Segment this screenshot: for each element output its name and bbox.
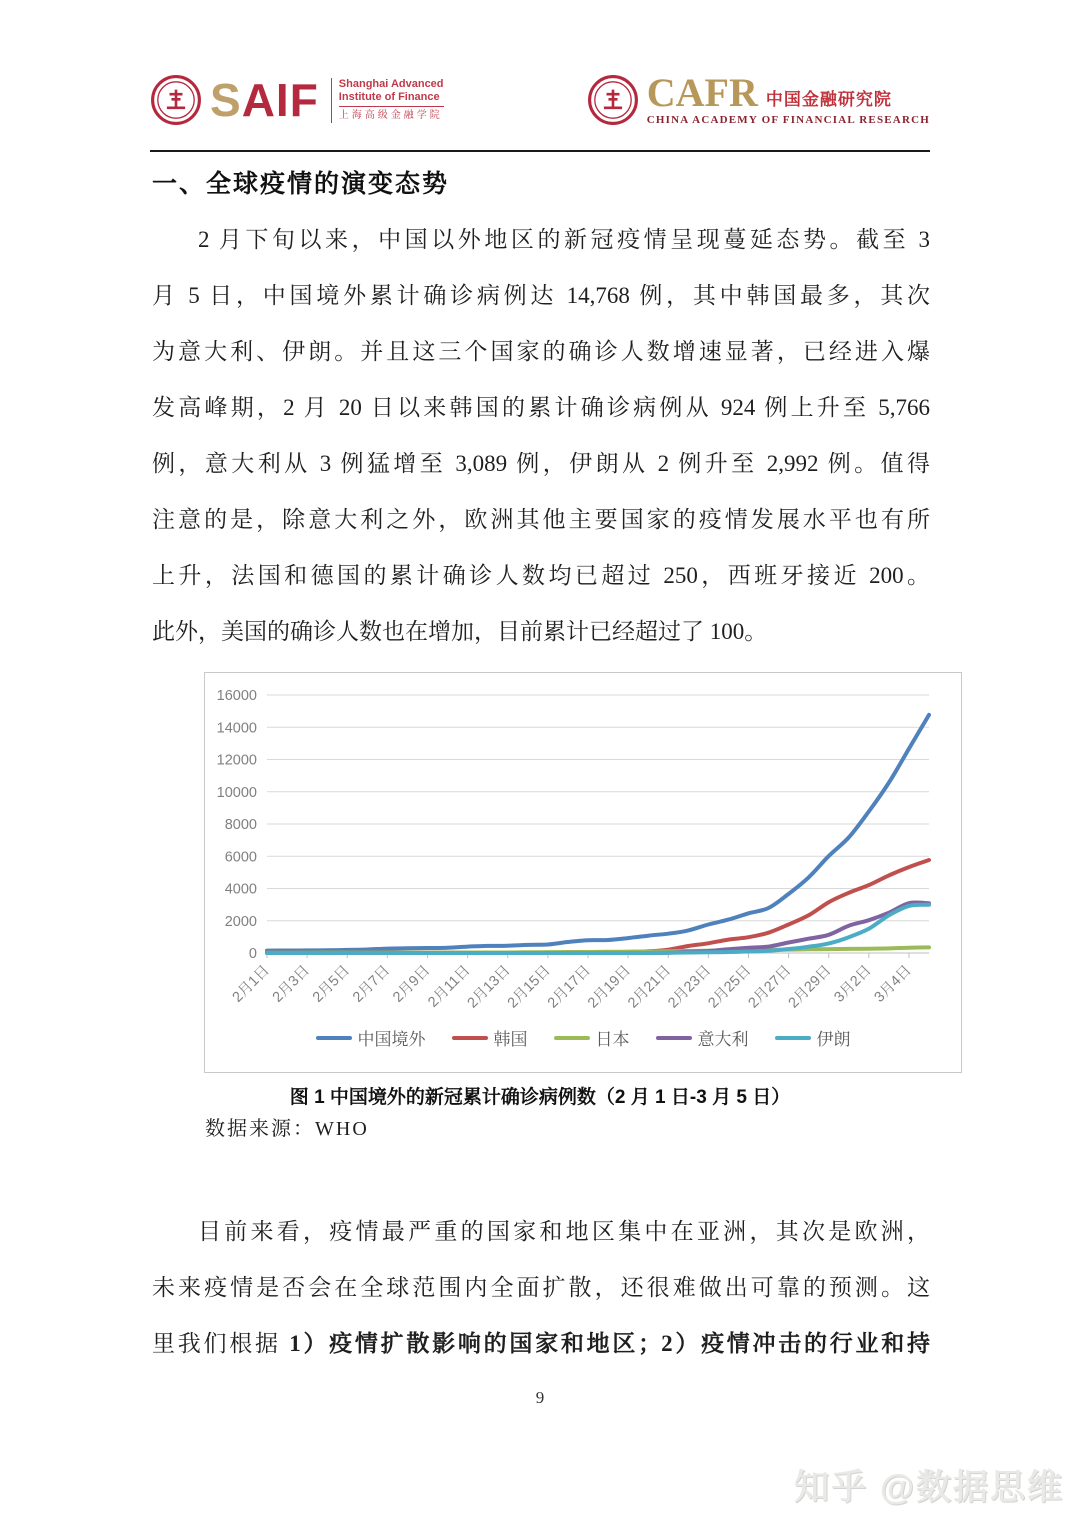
figure-source: 数据来源：WHO (205, 1118, 369, 1140)
legend-line-swatch (775, 1036, 811, 1040)
cafr-seal-icon (587, 74, 639, 126)
saif-en-line1: Shanghai Advanced (338, 77, 444, 90)
y-axis-tick-label: 8000 (224, 817, 257, 833)
legend-item-日本 (554, 1025, 630, 1050)
legend-line-swatch (316, 1036, 352, 1040)
paragraph-line: 为意大利、伊朗。并且这三个国家的确诊人数增速显著，已经进入爆 (152, 339, 930, 364)
y-axis-tick-label: 16000 (216, 688, 257, 704)
chart-legend (205, 1025, 961, 1050)
x-axis-tick-label: 2月9日 (390, 962, 434, 1006)
legend-line-swatch (452, 1036, 488, 1040)
saif-logo (150, 74, 444, 126)
paragraph-line: 2 月下旬以来，中国以外地区的新冠疫情呈现蔓延态势。截至 3 (198, 227, 930, 252)
paragraph-line: 目前来看，疫情最严重的国家和地区集中在亚洲，其次是欧洲， (198, 1219, 930, 1244)
cafr-cn-name: 中国金融研究院 (765, 90, 892, 109)
page-number: 9 (535, 1388, 545, 1407)
x-axis-tick-label: 2月13日 (464, 962, 514, 1012)
legend-item-意大利 (656, 1025, 749, 1050)
line-chart-svg (205, 679, 961, 1023)
x-axis-tick-label: 2月23日 (665, 962, 715, 1012)
legend-item-伊朗 (775, 1025, 851, 1050)
x-axis-tick-label: 3月2日 (831, 962, 875, 1006)
paragraph-line (152, 1316, 930, 1372)
y-axis-tick-label: 12000 (216, 752, 257, 769)
x-axis-tick-label: 2月19日 (584, 962, 634, 1012)
legend-item-韩国 (452, 1025, 528, 1050)
y-axis-tick-label: 14000 (216, 720, 257, 737)
saif-cn-name: 上海高级金融学院 (339, 106, 444, 123)
paragraph-line: 未来疫情是否会在全球范围内全面扩散，还很难做出可靠的预测。这 (152, 1275, 930, 1300)
paragraph-text-bold: 1）疫情扩散影响的国家和地区；2）疫情冲击的行业和持 (289, 1331, 931, 1356)
x-axis-tick-label: 2月7日 (349, 962, 394, 1006)
x-axis-tick-label: 2月11日 (425, 962, 474, 1011)
x-axis-tick-label: 2月5日 (309, 962, 354, 1006)
saif-seal-icon (150, 74, 202, 126)
saif-acronym: SAIF (210, 74, 319, 126)
paragraph-line: 注意的是，除意大利之外，欧洲其他主要国家的疫情发展水平也有所 (152, 507, 930, 532)
series-line-中国境外 (267, 715, 929, 951)
x-axis-tick-label: 2月1日 (229, 962, 273, 1006)
legend-label: 意大利 (697, 1030, 749, 1049)
x-axis-tick-label: 3月4日 (871, 962, 915, 1006)
paragraph-line: 上升，法国和德国的累计确诊人数均已超过 250，西班牙接近 200。 (152, 563, 930, 588)
cafr-en-name: CHINA ACADEMY OF FINANCIAL RESEARCH (646, 114, 930, 126)
x-axis-tick-label: 2月3日 (269, 962, 313, 1006)
paragraph-line: 发高峰期，2 月 20 日以来韩国的累计确诊病例从 924 例上升至 5,766 (152, 395, 930, 420)
paragraph-line: 例，意大利从 3 例猛增至 3,089 例，伊朗从 2 例升至 2,992 例。值得 (152, 451, 930, 476)
paragraph-1 (152, 212, 930, 660)
x-axis-tick-label: 2月25日 (705, 962, 755, 1012)
series-line-意大利 (267, 902, 929, 953)
cafr-acronym: CAFR (646, 70, 758, 115)
watermark: 知乎 @数据思维 (794, 1468, 1064, 1507)
paragraph-text: 里我们根据 (152, 1331, 290, 1356)
series-line-伊朗 (267, 905, 929, 953)
y-axis-tick-label: 4000 (224, 881, 257, 898)
paragraph-2 (152, 1204, 930, 1372)
x-axis-tick-label: 2月17日 (544, 962, 594, 1012)
x-axis-tick-label: 2月29日 (785, 962, 835, 1012)
paragraph-line: 此外，美国的确诊人数也在增加，目前累计已经超过了 100。 (152, 619, 768, 644)
legend-item-中国境外 (316, 1025, 426, 1050)
header-divider (150, 150, 930, 152)
y-axis-tick-label: 0 (248, 946, 257, 962)
figure-chart (204, 672, 962, 1073)
saif-en-line2: Institute of Finance (338, 90, 440, 103)
cafr-logo (587, 70, 930, 126)
y-axis-tick-label: 6000 (224, 849, 257, 866)
saif-subtitle (331, 78, 444, 123)
legend-label: 伊朗 (816, 1030, 851, 1049)
y-axis-tick-label: 2000 (224, 913, 257, 930)
figure-caption: 图 1 中国境外的新冠累计确诊病例数（2 月 1 日-3 月 5 日） (289, 1087, 791, 1108)
x-axis-tick-label: 2月27日 (745, 962, 795, 1012)
legend-line-swatch (554, 1036, 590, 1040)
legend-label: 中国境外 (357, 1030, 426, 1049)
legend-label: 韩国 (493, 1030, 528, 1049)
legend-label: 日本 (595, 1030, 630, 1049)
legend-line-swatch (656, 1036, 692, 1040)
x-axis-tick-label: 2月15日 (504, 962, 554, 1012)
page-header (150, 70, 930, 144)
cafr-wordmark (646, 70, 930, 126)
paragraph-line: 月 5 日，中国境外累计确诊病例达 14,768 例，其中韩国最多，其次 (152, 283, 930, 308)
y-axis-tick-label: 10000 (216, 784, 257, 801)
x-axis-tick-label: 2月21日 (625, 962, 675, 1012)
section-title: 一、全球疫情的演变态势 (152, 170, 450, 198)
